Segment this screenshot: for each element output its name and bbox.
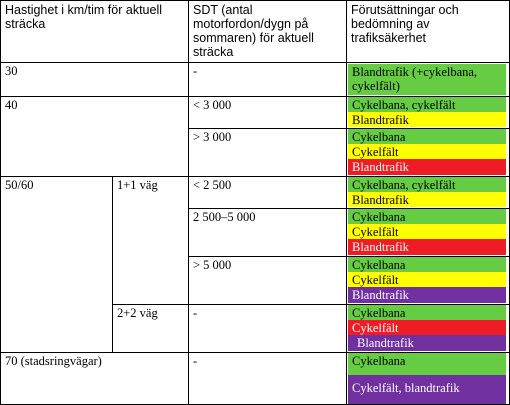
- sdt-30: -: [193, 64, 198, 78]
- grid-line: [0, 352, 510, 353]
- speed-40: 40: [5, 98, 18, 112]
- category-cell: Blandtrafik: [348, 239, 506, 255]
- speed-50-60: 50/60: [5, 178, 34, 192]
- category-cell: Cykelfält: [348, 272, 506, 287]
- sdt-50-d: -: [193, 306, 198, 320]
- grid-line: [188, 128, 510, 129]
- header-speed: Hastighet i km/tim för aktuell sträcka: [5, 3, 162, 31]
- category-cell: Cykelbana: [348, 353, 506, 375]
- category-cell: Cykelbana, cykelfält: [348, 97, 506, 112]
- grid-line: [112, 176, 113, 352]
- category-cell: Blandtrafik: [348, 112, 506, 127]
- sdt-50-c: > 5 000: [193, 258, 232, 272]
- sdt-50-a: < 2 500: [193, 178, 232, 192]
- grid-line: [0, 62, 510, 63]
- grid-line: [346, 0, 347, 405]
- category-cell: Cykelbana, cykelfält: [348, 177, 506, 192]
- header-sdt: SDT (antal motorfordon/dygn på sommaren) för aktuell sträcka: [193, 3, 314, 59]
- road-type-2plus2: 2+2 väg: [117, 306, 158, 320]
- category-cell: Blandtrafik: [348, 192, 506, 207]
- category-cell: Cykelbana: [348, 209, 506, 224]
- grid-line: [0, 96, 510, 97]
- grid-line: [188, 208, 510, 209]
- category-cell: Cykelbana: [348, 129, 506, 144]
- sdt-40-b: > 3 000: [193, 130, 232, 144]
- grid-line: [188, 256, 510, 257]
- grid-line: [112, 304, 510, 305]
- road-type-1plus1: 1+1 väg: [117, 178, 158, 192]
- sdt-70: -: [193, 354, 198, 368]
- header-assessment: Förutsättningar och bedömning av trafiksäkerhet: [351, 3, 459, 45]
- category-cell: Cykelfält: [348, 320, 506, 335]
- grid-line: [188, 0, 189, 405]
- speed-30: 30: [5, 64, 18, 78]
- sdt-40-a: < 3 000: [193, 98, 232, 112]
- sdt-50-b: 2 500–5 000: [193, 210, 256, 224]
- category-cell: Blandtrafik: [348, 335, 506, 351]
- speed-70: 70 (stadsringvägar): [5, 354, 102, 368]
- category-cell: Cykelfält: [348, 144, 506, 159]
- grid-line: [0, 0, 1, 405]
- category-cell: Cykelbana: [348, 305, 506, 320]
- grid-line: [0, 176, 510, 177]
- category-cell: Blandtrafik: [348, 287, 506, 303]
- category-cell: Cykelbana: [348, 257, 506, 272]
- category-cell: Blandtrafik (+cykelbana, cykelfält): [348, 64, 506, 95]
- category-cell: Blandtrafik: [348, 159, 506, 175]
- category-cell: Cykelfält: [348, 224, 506, 239]
- category-cell: Cykelfält, blandtrafik: [348, 375, 506, 404]
- grid-line: [0, 0, 510, 1]
